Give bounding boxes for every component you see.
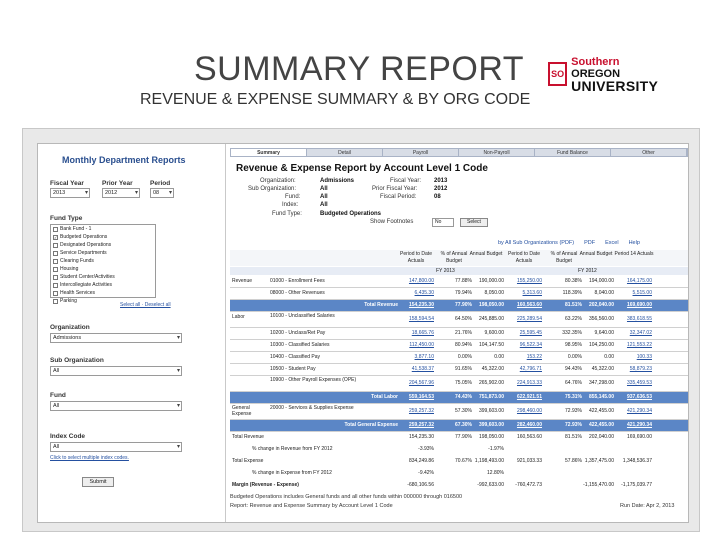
checkbox-icon[interactable] (53, 275, 58, 280)
fund-type-option[interactable] (51, 289, 155, 297)
value-cell: 332.35% (562, 330, 582, 336)
value-cell: 194,000.00 (588, 278, 614, 284)
value-cell: 937,636.53 (626, 394, 652, 400)
value-cell: 383,618.55 (626, 316, 652, 322)
value-cell: 18,665.76 (411, 330, 434, 336)
value-cell: -760,472.73 (515, 482, 542, 488)
row-account: 10900 - Other Payroll Expenses (OPE) (270, 377, 357, 383)
value-cell: 77.88% (455, 278, 472, 284)
table-row (230, 288, 688, 299)
report-window (37, 143, 689, 523)
period-label: Period (150, 180, 171, 187)
value-cell: 421,290.34 (626, 408, 652, 414)
university-logo (548, 56, 666, 94)
table-row (230, 376, 688, 391)
table-row (230, 312, 688, 327)
value-cell: 169,690.00 (626, 302, 652, 308)
logo-word-southern: Southern (571, 56, 620, 68)
toolbar-link-help[interactable]: Help (628, 240, 640, 246)
value-cell: 45,322.00 (481, 366, 504, 372)
logo-word-oregon: OREGON (571, 68, 621, 80)
value-cell: 0.00% (567, 354, 582, 360)
select-all-link[interactable]: Select all · Deselect all (120, 302, 171, 308)
sub-org-meta-label: Sub Organization: (248, 186, 297, 192)
value-cell: 204,567.96 (408, 380, 434, 386)
fund-type-option-label: Clearing Funds (60, 258, 94, 264)
value-cell: 169,690.00 (626, 434, 652, 440)
fund-select[interactable]: All ▾ (50, 401, 182, 411)
table-row (230, 468, 688, 479)
table-total-row (230, 392, 688, 403)
row-category: Labor (232, 314, 245, 320)
row-summary-label: Total Revenue (232, 434, 264, 440)
value-cell: 12.80% (487, 470, 504, 476)
fy-current-label: FY 2013 (436, 268, 455, 274)
slide-subtitle: REVENUE & EXPENSE SUMMARY & BY ORG CODE (140, 91, 531, 108)
value-cell: 399,603.00 (478, 422, 504, 428)
value-cell: 422,455.00 (588, 422, 614, 428)
row-category: Revenue (232, 278, 253, 284)
value-cell: 622,921.51 (516, 394, 542, 400)
fund-type-option-label: Designated Operations (60, 242, 112, 248)
show-footnotes-select[interactable]: No (432, 218, 454, 227)
value-cell: 0.00% (457, 354, 472, 360)
prior-fy-meta-label: Prior Fiscal Year: (372, 186, 418, 192)
row-account: 10500 - Student Pay (270, 366, 316, 372)
export-toolbar (498, 240, 650, 246)
tab-other[interactable]: Other (611, 149, 687, 156)
value-cell: 154,235.30 (408, 434, 434, 440)
fund-type-option[interactable] (51, 233, 155, 241)
value-cell: 160,563.60 (516, 434, 542, 440)
value-cell: 9,600.00 (484, 330, 504, 336)
value-cell: 855,145.00 (588, 394, 614, 400)
value-cell: 94.43% (565, 366, 582, 372)
value-cell: 399,603.00 (478, 408, 504, 414)
table-row (230, 328, 688, 339)
checkbox-icon[interactable] (53, 283, 58, 288)
value-cell: 21.76% (455, 330, 472, 336)
table-row (230, 404, 688, 419)
value-cell: 64.50% (455, 316, 472, 322)
value-cell: 5,313.60 (522, 290, 542, 296)
value-cell: 57.86% (565, 458, 582, 464)
index-meta-value: All (320, 202, 328, 208)
value-cell: 259,257.32 (408, 408, 434, 414)
table-row (230, 456, 688, 467)
fiscal-year-meta-label: Fiscal Year: (390, 178, 422, 184)
row-account: 10400 - Classified Pay (270, 354, 321, 360)
value-cell: 224,913.33 (516, 380, 542, 386)
period-select[interactable]: 08 ▾ (150, 188, 174, 198)
value-cell: 67.30% (455, 422, 472, 428)
show-footnotes-label: Show Footnotes (370, 219, 414, 225)
row-account: 10300 - Classified Salaries (270, 342, 330, 348)
fund-type-listbox[interactable] (50, 224, 156, 304)
checkbox-icon[interactable] (53, 251, 58, 256)
checkbox-icon[interactable] (53, 227, 58, 232)
fund-type-option-label: Intercollegiate Activities (60, 282, 112, 288)
value-cell: 104,250.00 (588, 342, 614, 348)
row-account: 10100 - Unclassified Salaries (270, 313, 335, 319)
row-total-label: Total General Expense (344, 422, 398, 428)
value-cell: 41,538.37 (411, 366, 434, 372)
value-cell: 91.65% (455, 366, 472, 372)
fund-type-option-label: Budgeted Operations (60, 234, 108, 240)
fy-prior-label: FY 2012 (578, 268, 597, 274)
table-row (230, 432, 688, 443)
value-cell: 1,198,493.00 (474, 458, 504, 464)
value-cell: 74.43% (455, 394, 472, 400)
row-account: 01000 - Enrollment Fees (270, 278, 325, 284)
panel-title: Monthly Department Reports (62, 155, 186, 165)
value-cell: -680,106.56 (407, 482, 434, 488)
checkbox-icon[interactable] (53, 299, 58, 304)
table-row (230, 364, 688, 375)
value-cell: 155,250.00 (516, 278, 542, 284)
value-cell: 190,000.00 (478, 278, 504, 284)
column-header: Period to Date Actuals (508, 251, 540, 264)
value-cell: 5,515.00 (632, 290, 652, 296)
column-header: Annual Budget (579, 251, 613, 257)
value-cell: 0.00 (604, 354, 614, 360)
index-code-hint-link[interactable]: Click to select multiple index codes. (50, 455, 129, 461)
value-cell: 100.33 (636, 354, 652, 360)
sub-org-label: Sub Organization (50, 357, 104, 364)
value-cell: 81.51% (565, 302, 582, 308)
value-cell: 265,902.00 (478, 380, 504, 386)
value-cell: 921,033.33 (516, 458, 542, 464)
fund-type-option[interactable] (51, 265, 155, 273)
fiscal-period-meta-value: 08 (434, 194, 441, 200)
fund-type-option[interactable] (51, 281, 155, 289)
table-row (230, 444, 688, 455)
fund-meta-label: Fund: (285, 194, 301, 200)
row-summary-label: % change in Expense from FY 2012 (252, 470, 332, 476)
sub-org-select[interactable]: All ▾ (50, 366, 182, 376)
value-cell: 298,460.00 (516, 408, 542, 414)
row-total-label: Total Revenue (364, 302, 398, 308)
slide-title: SUMMARY REPORT (194, 50, 525, 88)
value-cell: 8,050.00 (484, 290, 504, 296)
value-cell: 154,235.30 (408, 302, 434, 308)
value-cell: 32,347.02 (629, 330, 652, 336)
report-title: Revenue & Expense Report by Account Level 1 Code (236, 163, 488, 174)
value-cell: 70.67% (455, 458, 472, 464)
value-cell: 45,322.00 (591, 366, 614, 372)
value-cell: 64.76% (565, 380, 582, 386)
fund-meta-value: All (320, 194, 328, 200)
tab-detail[interactable]: Detail (307, 149, 383, 156)
logo-word-university: UNIVERSITY (571, 78, 659, 94)
fund-type-option[interactable] (51, 249, 155, 257)
fund-type-option[interactable] (51, 273, 155, 281)
fund-type-label: Fund Type (50, 215, 83, 222)
checkbox-icon[interactable] (53, 259, 58, 264)
table-row (230, 352, 688, 363)
value-cell: 72.93% (565, 422, 582, 428)
value-cell: 72.93% (565, 408, 582, 414)
value-cell: 198,050.00 (478, 302, 504, 308)
footnote: Budgeted Operations includes General funds and all other funds within 000000 through 016500 (230, 494, 463, 500)
value-cell: 422,455.00 (588, 408, 614, 414)
value-cell: -9.42% (418, 470, 434, 476)
report-panel (230, 148, 688, 520)
value-cell: 0.00 (494, 354, 504, 360)
value-cell: 58,879.23 (629, 366, 652, 372)
value-cell: 75.05% (455, 380, 472, 386)
prior-year-label: Prior Year (102, 180, 133, 187)
parameters-panel (38, 144, 226, 522)
checkbox-icon[interactable] (53, 243, 58, 248)
value-cell: 198,050.00 (478, 434, 504, 440)
value-cell: 245,885.00 (478, 316, 504, 322)
fiscal-year-row (230, 267, 688, 275)
row-summary-label: % change in Revenue from FY 2012 (252, 446, 333, 452)
organization-meta-label: Organization: (260, 178, 296, 184)
value-cell: 98.95% (565, 342, 582, 348)
value-cell: 8,040.00 (594, 290, 614, 296)
value-cell: 42,796.71 (519, 366, 542, 372)
value-cell: 80.38% (565, 278, 582, 284)
value-cell: 158,594.54 (408, 316, 434, 322)
row-summary-label: Margin (Revenue - Expense) (232, 482, 299, 488)
fund-type-option-label: Housing (60, 266, 79, 272)
value-cell: 202,040.00 (588, 302, 614, 308)
column-header: % of Annual Budget (440, 251, 468, 264)
row-category: General Expense (232, 405, 252, 417)
value-cell: 147,800.00 (408, 278, 434, 284)
value-cell: 57.30% (455, 408, 472, 414)
tab-non-payroll[interactable]: Non-Payroll (459, 149, 535, 156)
value-cell: 79.94% (455, 290, 472, 296)
index-code-select[interactable]: All ▾ (50, 442, 182, 452)
value-cell: 63.22% (565, 316, 582, 322)
value-cell: -1,155,470.00 (583, 482, 614, 488)
fund-label: Fund (50, 392, 66, 399)
value-cell: 81.51% (565, 434, 582, 440)
fund-type-meta-value: Budgeted Operations (320, 211, 382, 217)
value-cell: 335,459.53 (626, 380, 652, 386)
value-cell: 160,563.60 (516, 302, 542, 308)
value-cell: 104,147.50 (478, 342, 504, 348)
checkbox-icon[interactable] (53, 267, 58, 272)
value-cell: 259,257.32 (408, 422, 434, 428)
select-button[interactable]: Select (460, 218, 488, 227)
checkbox-checked-icon[interactable]: ✓ (54, 234, 58, 240)
organization-select[interactable]: Admissions ▾ (50, 333, 182, 343)
table-row (230, 276, 688, 287)
row-account: 20000 - Services & Supplies Expense (270, 405, 354, 411)
value-cell: -992,633.00 (477, 482, 504, 488)
value-cell: 121,553.22 (626, 342, 652, 348)
fiscal-year-meta-value: 2013 (434, 178, 448, 184)
logo-mark-icon: SO (548, 62, 567, 86)
value-cell: 834,249.86 (408, 458, 434, 464)
table-total-row (230, 420, 688, 431)
row-account: 08000 - Other Revenues (270, 290, 325, 296)
submit-button[interactable]: Submit (82, 477, 114, 487)
value-cell: 77.90% (455, 434, 472, 440)
column-header: Annual Budget (469, 251, 503, 257)
toolbar-link-pdf[interactable]: PDF (584, 240, 596, 246)
index-code-label: Index Code (50, 433, 86, 440)
table-row (230, 340, 688, 351)
fund-type-option-label: Parking (60, 298, 77, 304)
value-cell: 202,040.00 (588, 434, 614, 440)
fund-type-option[interactable] (51, 225, 155, 233)
value-cell: 559,164.53 (408, 394, 434, 400)
value-cell: -1.97% (488, 446, 504, 452)
value-cell: 751,873.00 (478, 394, 504, 400)
report-name: Report: Revenue and Expense Summary by Account Level 1 Code (230, 503, 393, 509)
fund-type-option-label: Service Departments (60, 250, 107, 256)
column-header: Period 14 Actuals (614, 251, 654, 257)
tab-payroll[interactable]: Payroll (383, 149, 459, 156)
value-cell: 75.31% (565, 394, 582, 400)
index-meta-label: Index: (282, 202, 299, 208)
run-date: Run Date: Apr 2, 2013 (620, 503, 675, 509)
fund-type-option[interactable] (51, 257, 155, 265)
fiscal-year-select[interactable]: 2013 ▾ (50, 188, 90, 198)
fiscal-year-label: Fiscal Year (50, 180, 84, 187)
fund-type-option[interactable] (51, 241, 155, 249)
value-cell: -1,175,039.77 (621, 482, 652, 488)
fund-type-option-label: Student Center/Activities (60, 274, 115, 280)
value-cell: -3.93% (418, 446, 434, 452)
screenshot-frame (22, 128, 700, 532)
sub-org-meta-value: All (320, 186, 328, 192)
column-header: Period to Date Actuals (400, 251, 432, 264)
column-header: % of Annual Budget (550, 251, 578, 264)
value-cell: 112,450.00 (409, 342, 434, 348)
toolbar-link-by-all-sub-organizations-pdf[interactable]: by All Sub Organizations (PDF) (498, 240, 575, 246)
value-cell: 3,877.10 (414, 354, 434, 360)
value-cell: 225,289.54 (516, 316, 542, 322)
table-header-row (230, 250, 688, 266)
report-tabs (230, 148, 688, 157)
row-summary-label: Total Expense (232, 458, 264, 464)
prior-fy-meta-value: 2012 (434, 186, 448, 192)
value-cell: 421,290.34 (626, 422, 652, 428)
row-account: 10200 - Unclass/Ret Pay (270, 330, 326, 336)
tab-fund-balance[interactable]: Fund Balance (535, 149, 611, 156)
fund-type-meta-label: Fund Type: (272, 211, 302, 217)
value-cell: 96,522.34 (519, 342, 542, 348)
value-cell: 9,640.00 (594, 330, 614, 336)
table-row (230, 480, 688, 491)
table-total-row (230, 300, 688, 311)
checkbox-icon[interactable] (53, 291, 58, 296)
toolbar-link-excel[interactable]: Excel (605, 240, 619, 246)
fiscal-period-meta-label: Fiscal Period: (380, 194, 417, 200)
tab-summary[interactable]: Summary (231, 149, 307, 156)
organization-label: Organization (50, 324, 90, 331)
value-cell: 347,298.00 (588, 380, 614, 386)
value-cell: 164,175.00 (626, 278, 652, 284)
value-cell: 153.22 (526, 354, 542, 360)
value-cell: 118.39% (562, 290, 582, 296)
prior-year-select[interactable]: 2012 ▾ (102, 188, 140, 198)
fund-type-option-label: Health Services (60, 290, 96, 296)
fund-type-option-label: Bank Fund - 1 (60, 226, 92, 232)
value-cell: 1,348,536.37 (622, 458, 652, 464)
value-cell: 25,595.45 (519, 330, 542, 336)
value-cell: 6,435.30 (414, 290, 434, 296)
row-total-label: Total Labor (371, 394, 398, 400)
value-cell: 80.94% (455, 342, 472, 348)
value-cell: 1,357,475.00 (584, 458, 614, 464)
value-cell: 356,560.00 (588, 316, 614, 322)
organization-meta-value: Admissions (320, 178, 355, 184)
value-cell: 77.90% (455, 302, 472, 308)
value-cell: 282,460.00 (516, 422, 542, 428)
